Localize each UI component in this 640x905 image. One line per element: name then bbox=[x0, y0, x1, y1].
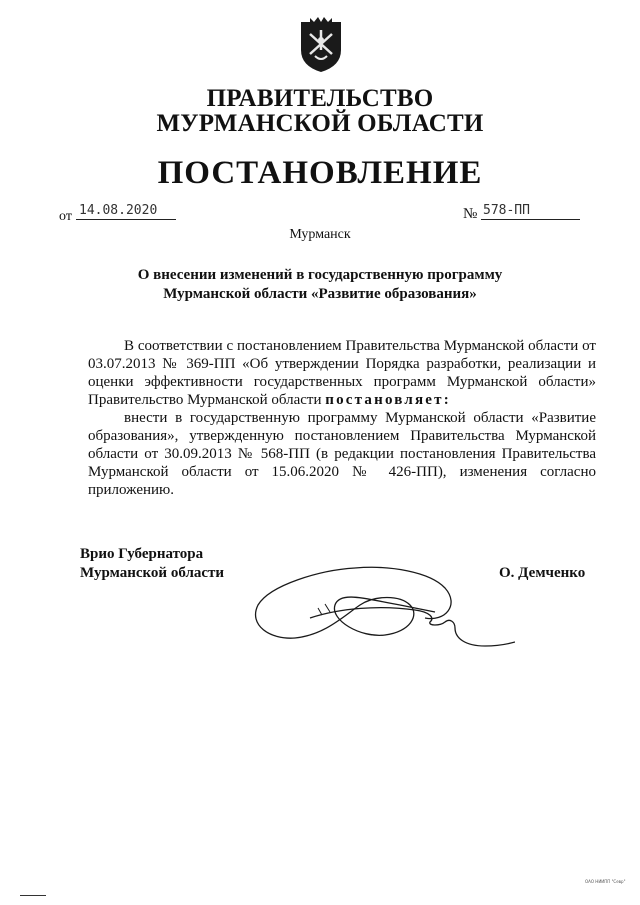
city-label: Мурманск bbox=[289, 227, 351, 242]
document-type-title: ПОСТАНОВЛЕНИЕ bbox=[157, 155, 483, 191]
handwritten-signature bbox=[250, 560, 515, 670]
number-prefix: № bbox=[463, 206, 478, 222]
body-paragraph-2: внести в государственную программу Мурманской области «Развитие образования», утвержденную постановлением Правительства Мурманской области от 30.09.2013 № 568-ПП (в редакции постановления Правительства Мурманской области от 15.06.2020 № 426-ПП), изменения согласно приложению. bbox=[88, 410, 596, 498]
paragraph-1-text: В соответствии с постановлением Правительства Мурманской области от 03.07.2013 № 369-ПП «Об утверждении Порядка разработки, реализации и оценки эффективности государственных программ Мурманской области» Правительство Мурманской области bbox=[88, 338, 596, 408]
coat-of-arms-icon bbox=[296, 16, 346, 74]
body-paragraph-1 bbox=[88, 337, 596, 409]
organization-title-line1: ПРАВИТЕЛЬСТВО bbox=[206, 85, 434, 112]
subject-line1: О внесении изменений в государственную программу bbox=[137, 267, 503, 283]
signer-name: О. Демченко bbox=[499, 565, 586, 581]
print-house-mark: ОАО НИИПП "Севр" bbox=[585, 879, 626, 884]
decree-word: постановляет: bbox=[325, 392, 451, 408]
organization-title-line2: МУРМАНСКОЙ ОБЛАСТИ bbox=[156, 110, 484, 137]
corner-line bbox=[20, 895, 46, 896]
document-date: 14.08.2020 bbox=[76, 203, 176, 220]
signer-title-line1: Врио Губернатора bbox=[80, 546, 204, 562]
signer-title-line2: Мурманской области bbox=[80, 565, 225, 581]
date-prefix: от bbox=[59, 209, 72, 224]
subject-line2: Мурманской области «Развитие образования» bbox=[163, 286, 477, 302]
document-number: 578-ПП bbox=[481, 203, 580, 220]
